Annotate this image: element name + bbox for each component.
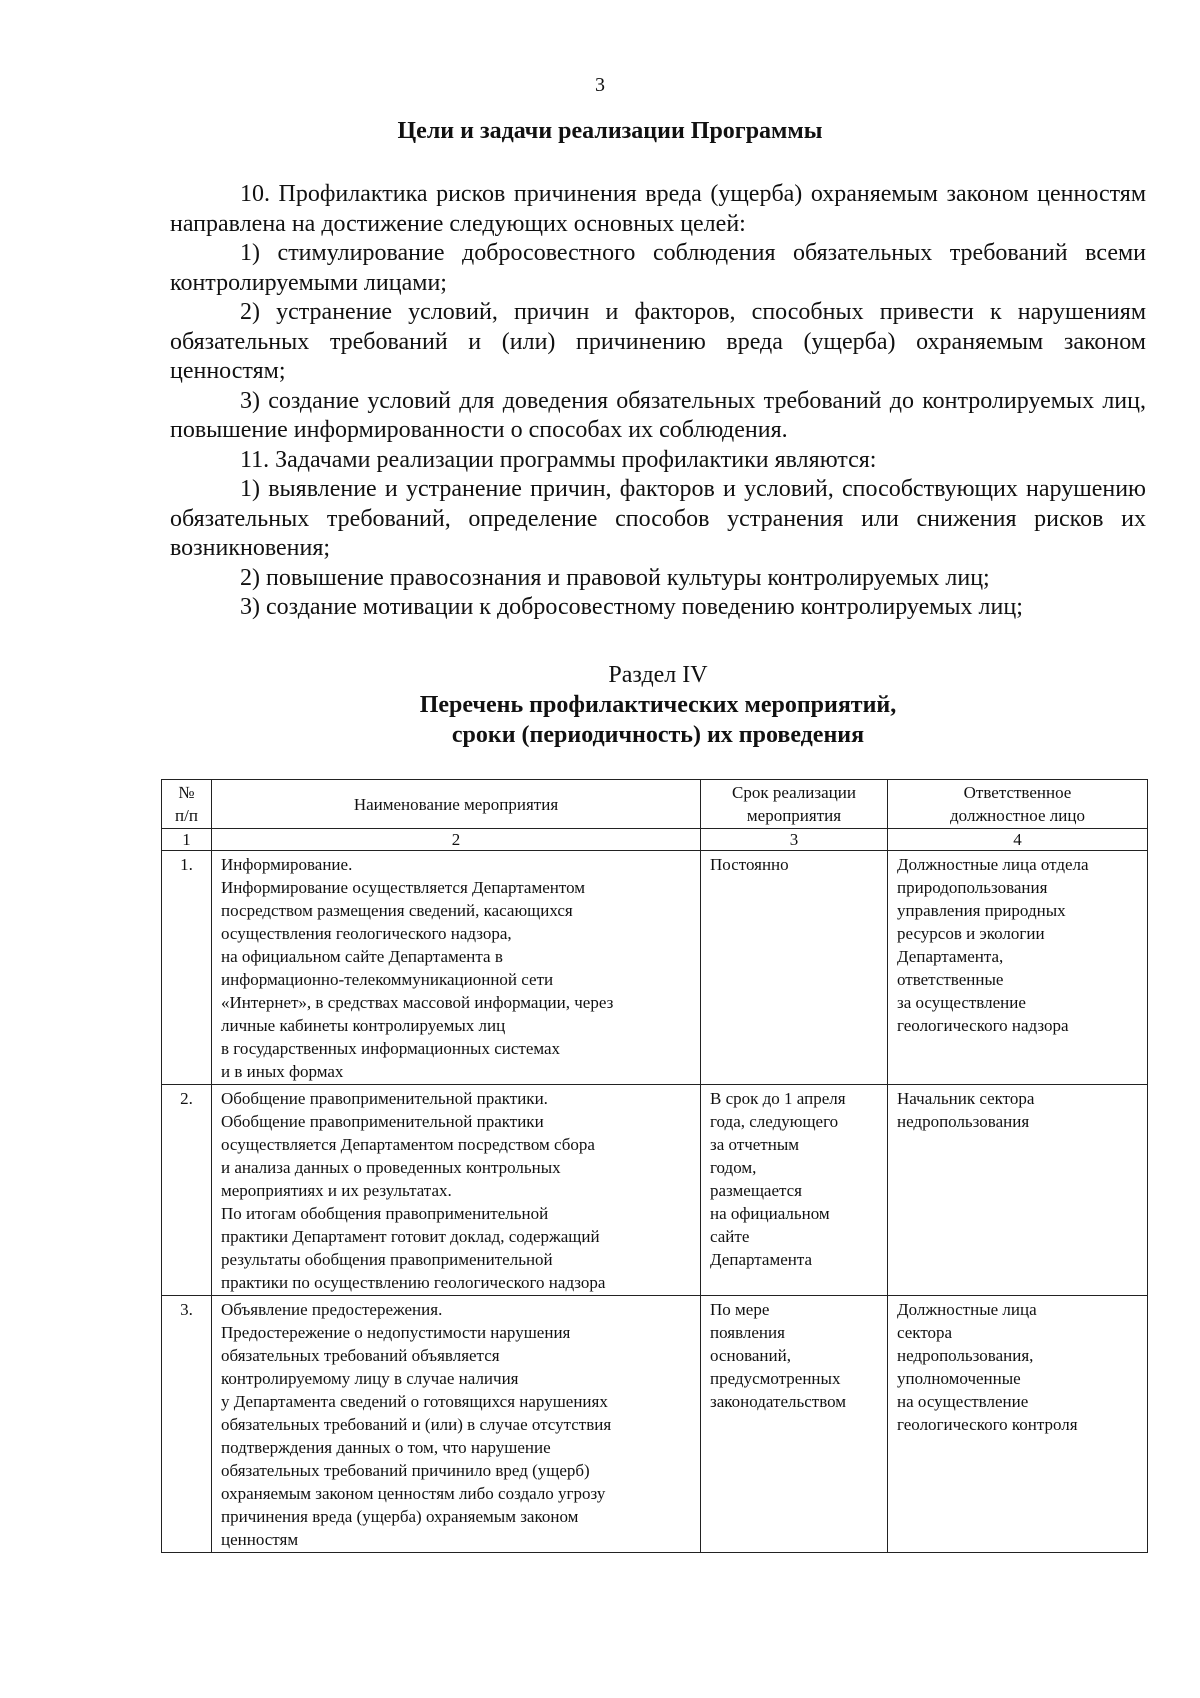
- row-measure-name-line: личные кабинеты контролируемых лиц: [221, 1016, 506, 1035]
- row-responsible-line: геологического контроля: [897, 1415, 1078, 1434]
- column-number: 2: [212, 829, 701, 851]
- row-measure-name: [212, 851, 701, 1085]
- table-row: [162, 1085, 1148, 1296]
- row-term-line: на официальном: [710, 1204, 830, 1223]
- section4-heading: [170, 660, 1146, 750]
- row-term-line: годом,: [710, 1158, 757, 1177]
- row-term-line: оснований,: [710, 1346, 791, 1365]
- column-number: 4: [888, 829, 1148, 851]
- row-measure-name-line: «Интернет», в средствах массовой информации, через: [221, 993, 614, 1012]
- row-number: 3.: [162, 1296, 212, 1553]
- row-measure-name-line: мероприятиях и их результатах.: [221, 1181, 452, 1200]
- row-measure-name-line: Предостережение о недопустимости нарушения: [221, 1323, 571, 1342]
- paragraph: 1) стимулирование добросовестного соблюдения обязательных требований всеми контролируемыми лицами;: [170, 240, 1146, 296]
- row-measure-name-line: посредством размещения сведений, касающихся: [221, 901, 573, 920]
- row-measure-name-line: в государственных информационных системах: [221, 1039, 561, 1058]
- row-measure-name-line: контролируемому лицу в случае наличия: [221, 1369, 519, 1388]
- row-measure-name-line: обязательных требований причинило вред (ущерб): [221, 1461, 590, 1480]
- row-responsible-line: управления природных: [897, 901, 1066, 920]
- row-term-line: размещается: [710, 1181, 803, 1200]
- table-header-row: [162, 780, 1148, 829]
- row-responsible: [888, 851, 1148, 1085]
- row-term: [701, 1085, 888, 1296]
- row-measure-name-line: у Департамента сведений о готовящихся нарушениях: [221, 1392, 608, 1411]
- paragraph: 2) повышение правосознания и правовой культуры контролируемых лиц;: [240, 564, 990, 591]
- row-measure-name-line: подтверждения данных о том, что нарушение: [221, 1438, 551, 1457]
- row-responsible-line: Департамента,: [897, 947, 1004, 966]
- row-measure-name-line: осуществления геологического надзора,: [221, 924, 512, 943]
- row-measure-name-line: Обобщение правоприменительной практики: [221, 1112, 544, 1131]
- row-measure-name-line: информационно-телекоммуникационной сети: [221, 970, 554, 989]
- section-title: Цели и задачи реализации Программы: [397, 118, 823, 144]
- row-responsible-line: Должностные лица отдела: [897, 855, 1089, 874]
- row-responsible-line: ресурсов и экологии: [897, 924, 1045, 943]
- header-term: Срок реализации мероприятия: [701, 780, 888, 829]
- table-row: [162, 851, 1148, 1085]
- row-term-line: По мере: [710, 1300, 770, 1319]
- row-number: 2.: [162, 1085, 212, 1296]
- paragraph: 1) выявление и устранение причин, факторов и условий, способствующих нарушению обязательных требований, определение способов устранения или снижения рисков их возникновения;: [170, 476, 1146, 561]
- row-measure-name-line: и в иных формах: [221, 1062, 344, 1081]
- row-responsible-line: Начальник сектора: [897, 1089, 1035, 1108]
- row-responsible-line: за осуществление: [897, 993, 1026, 1012]
- row-term: [701, 1296, 888, 1553]
- row-measure-name-line: результаты обобщения правоприменительной: [221, 1250, 553, 1269]
- row-responsible-line: недропользования,: [897, 1346, 1034, 1365]
- row-measure-name-line: практики по осуществлению геологического надзора: [221, 1273, 606, 1292]
- paragraph: 3) создание мотивации к добросовестному поведению контролируемых лиц;: [240, 594, 1023, 620]
- row-measure-name-line: Информирование осуществляется Департаментом: [221, 878, 585, 897]
- row-measure-name-line: обязательных требований и (или) в случае отсутствия: [221, 1415, 612, 1434]
- row-measure-name: [212, 1296, 701, 1553]
- row-measure-name-line: и анализа данных о проведенных контрольных: [221, 1158, 561, 1177]
- paragraph: 2) устранение условий, причин и факторов, способных привести к нарушениям обязательных требований и (или) причинению вреда (ущерба) охраняемым законом ценностям;: [170, 299, 1146, 384]
- row-measure-name-line: По итогам обобщения правоприменительной: [221, 1204, 549, 1223]
- row-measure-name-line: Информирование.: [221, 855, 353, 874]
- row-term-line: за отчетным: [710, 1135, 800, 1154]
- row-term-line: сайте: [710, 1227, 750, 1246]
- header-num: № п/п: [162, 780, 212, 829]
- row-responsible-line: природопользования: [897, 878, 1048, 897]
- row-measure-name-line: причинения вреда (ущерба) охраняемым законом: [221, 1507, 579, 1526]
- row-measure-name-line: охраняемым законом ценностям либо создало угрозу: [221, 1484, 606, 1503]
- section4-title-line1: Перечень профилактических мероприятий,: [419, 692, 897, 718]
- row-responsible-line: ответственные: [897, 970, 1004, 989]
- row-measure-name-line: ценностям: [221, 1530, 299, 1549]
- paragraph: 3) создание условий для доведения обязательных требований до контролируемых лиц, повышение информированности о способах их соблюдения.: [170, 387, 1146, 443]
- body-text: [170, 180, 1146, 623]
- row-term-line: В срок до 1 апреля: [710, 1089, 846, 1108]
- column-number: 1: [162, 829, 212, 851]
- row-measure-name-line: осуществляется Департаментом посредством сбора: [221, 1135, 595, 1154]
- row-term-line: законодательством: [710, 1392, 847, 1411]
- row-term-line: предусмотренных: [710, 1369, 841, 1388]
- row-measure-name-line: Обобщение правоприменительной практики.: [221, 1089, 548, 1108]
- row-term-line: года, следующего: [710, 1112, 839, 1131]
- row-measure-name: [212, 1085, 701, 1296]
- measures-table: [161, 779, 1148, 1553]
- row-measure-name-line: Объявление предостережения.: [221, 1300, 443, 1319]
- section4-title-line2: сроки (периодичность) их проведения: [451, 722, 865, 748]
- paragraph: 10. Профилактика рисков причинения вреда (ущерба) охраняемым законом ценностям направлена на достижение следующих основных целей:: [170, 181, 1146, 237]
- row-term-line: Департамента: [710, 1250, 813, 1269]
- row-responsible-line: сектора: [897, 1323, 953, 1342]
- table-row: [162, 1296, 1148, 1553]
- row-responsible: [888, 1296, 1148, 1553]
- row-term-line: появления: [710, 1323, 785, 1342]
- row-responsible-line: на осуществление: [897, 1392, 1029, 1411]
- row-term: [701, 851, 888, 1085]
- column-numbers-row: [162, 829, 1148, 851]
- row-term-line: Постоянно: [710, 855, 789, 874]
- row-responsible-line: недропользования: [897, 1112, 1030, 1131]
- row-number: 1.: [162, 851, 212, 1085]
- row-measure-name-line: обязательных требований объявляется: [221, 1346, 500, 1365]
- row-responsible: [888, 1085, 1148, 1296]
- header-responsible: Ответственное должностное лицо: [888, 780, 1148, 829]
- header-name: Наименование мероприятия: [212, 780, 701, 829]
- page-number: 3: [595, 74, 605, 96]
- row-responsible-line: Должностные лица: [897, 1300, 1037, 1319]
- section4-label: Раздел IV: [608, 662, 708, 688]
- row-measure-name-line: на официальном сайте Департамента в: [221, 947, 503, 966]
- paragraph: 11. Задачами реализации программы профилактики являются:: [240, 446, 877, 473]
- row-responsible-line: геологического надзора: [897, 1016, 1069, 1035]
- row-responsible-line: уполномоченные: [897, 1369, 1021, 1388]
- row-measure-name-line: практики Департамент готовит доклад, содержащий: [221, 1227, 600, 1246]
- column-number: 3: [701, 829, 888, 851]
